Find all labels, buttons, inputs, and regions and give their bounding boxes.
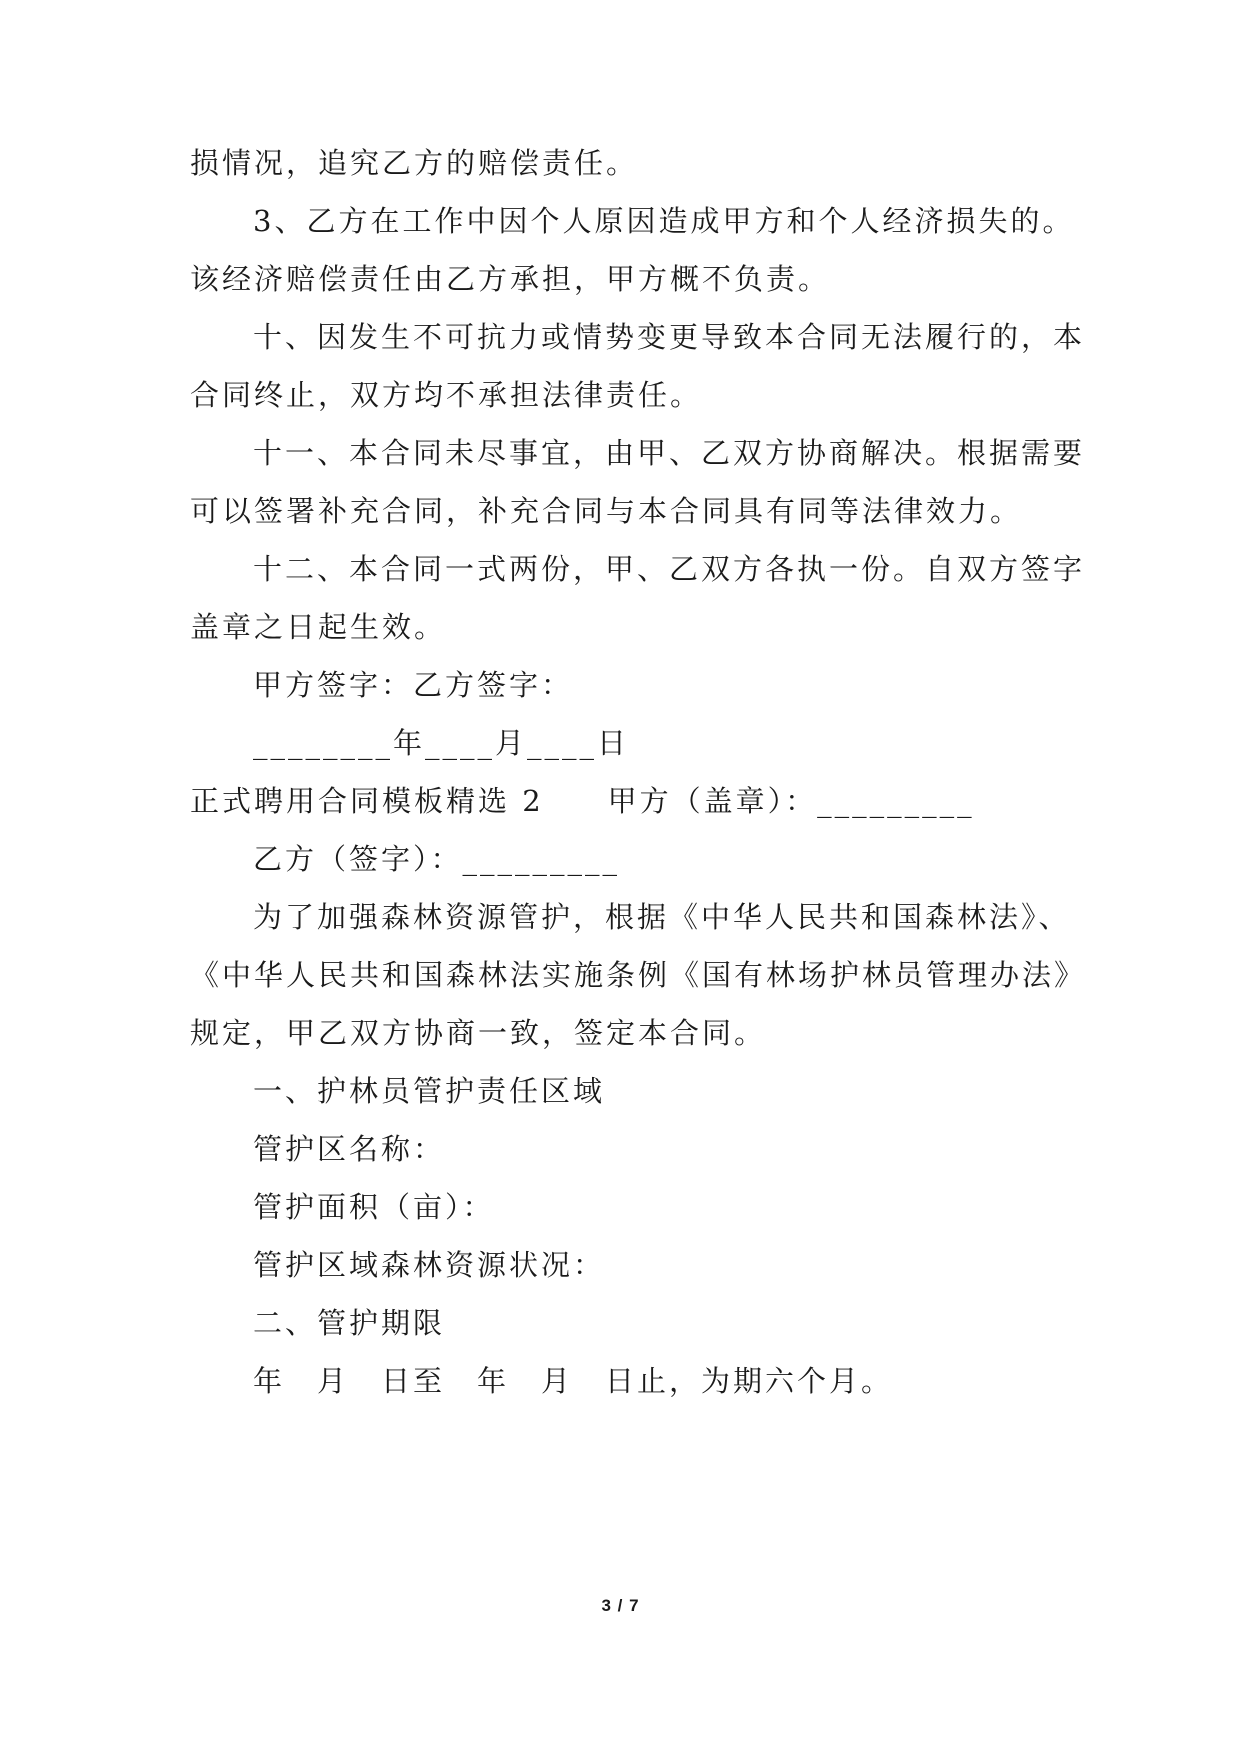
text-line: 年 月 日至 年 月 日止，为期六个月。 (253, 1364, 894, 1398)
text-line: 管护面积（亩）： (253, 1190, 495, 1224)
text-line: 规定，甲乙双方协商一致，签定本合同。 (190, 1016, 767, 1050)
text-line: 盖章之日起生效。 (190, 610, 447, 644)
text-line: 管护区名称： (253, 1132, 446, 1166)
text-line: 为了加强森林资源管护，根据《中华人民共和国森林法》、 (253, 900, 1071, 934)
section-title-line: 正式聘用合同模板精选 2 甲方（盖章）：_________ (190, 784, 975, 818)
signature-line: 甲方签字：乙方签字： (253, 668, 574, 702)
text-line: 可以签署补充合同，补充合同与本合同具有同等法律效力。 (190, 494, 1023, 528)
text-line: 十二、本合同一式两份，甲、乙双方各执一份。自双方签字 (253, 552, 1086, 586)
text-line: 乙方（签字）：_________ (253, 842, 621, 876)
text-line: 3、乙方在工作中因个人原因造成甲方和个人经济损失的。 (253, 204, 1075, 238)
page-number: 3 / 7 (601, 1596, 640, 1615)
text-line: 该经济赔偿责任由乙方承担，甲方概不负责。 (190, 262, 831, 296)
text-line: 《中华人民共和国森林法实施条例《国有林场护林员管理办法》 (190, 958, 1087, 992)
text-line: 损情况，追究乙方的赔偿责任。 (190, 146, 639, 180)
text-line: 十、因发生不可抗力或情势变更导致本合同无法履行的，本 (253, 320, 1086, 354)
text-line: 管护区域森林资源状况： (253, 1248, 606, 1282)
text-line: 二、管护期限 (253, 1306, 446, 1340)
text-line: 十一、本合同未尽事宜，由甲、乙双方协商解决。根据需要 (253, 436, 1086, 470)
text-line: 合同终止，双方均不承担法律责任。 (190, 378, 703, 412)
date-line: ________年____月____日 (253, 726, 630, 760)
text-line: 一、护林员管护责任区域 (253, 1074, 606, 1108)
